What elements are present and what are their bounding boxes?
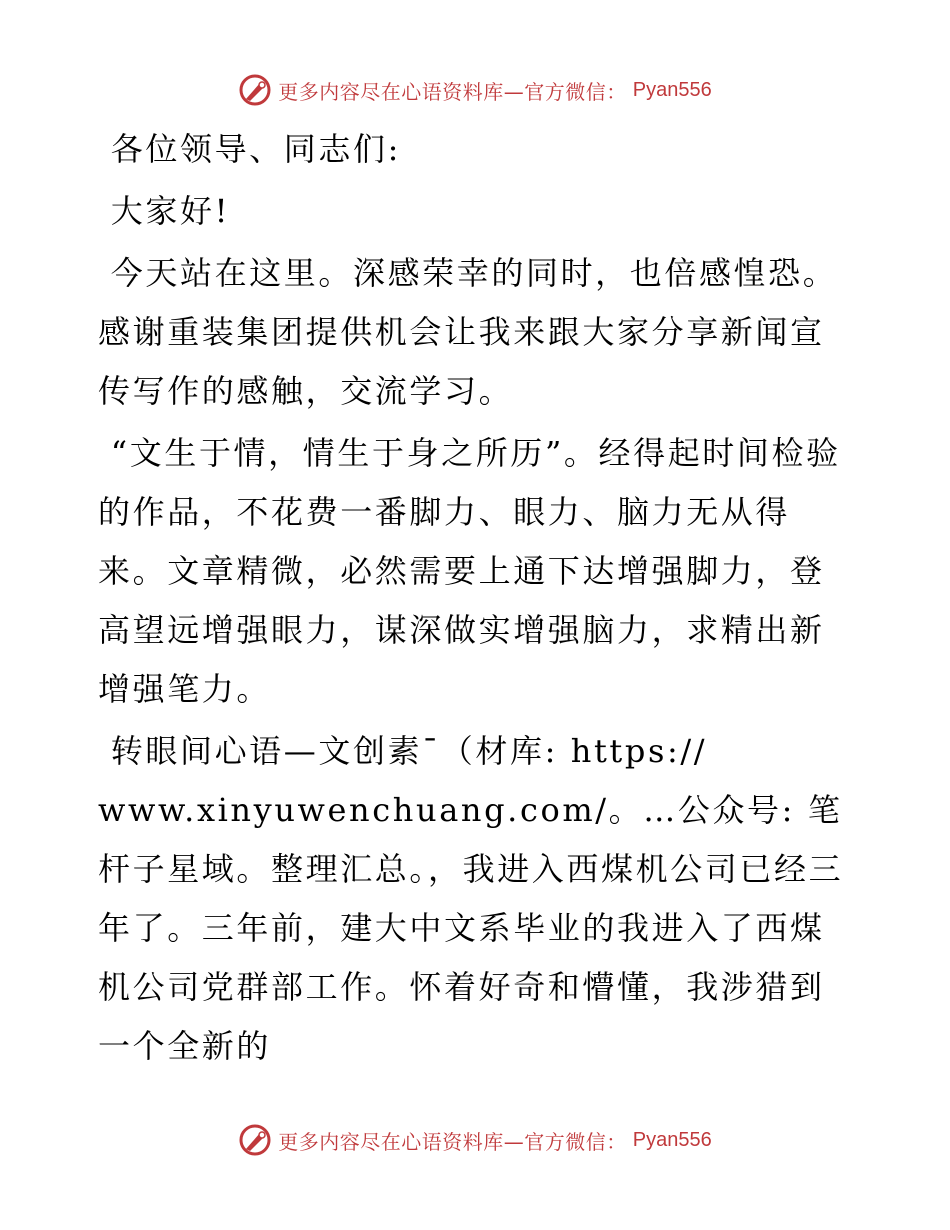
footer-banner-text: 更多内容尽在心语资料库—官方微信： [278,1129,627,1154]
footer-banner-handle: Pyan556 [632,1128,712,1151]
paragraph-opening: 今天站在这里。深感荣幸的同时，也倍感惶恐。感谢重装集团提供机会让我来跟大家分享新闻宣传写作的感触，交流学习。 [98,254,838,410]
pen-logo-icon [238,73,272,107]
header-banner-handle: Pyan556 [632,78,712,101]
header-banner [0,70,950,110]
footer-banner [0,1120,950,1160]
greeting: 大家好! [98,192,231,230]
paragraph-quote: “文生于情，情生于身之所历”。经得起时间检验的作品，不花费一番脚力、眼力、脑力无从得来。文章精微，必然需要上通下达增强脚力，登高望远增强眼力，谋深做实增强脑力，求精出新增强笔力。 [98,434,841,708]
pen-logo-icon [238,1123,272,1157]
salutation: 各位领导、同志们: [98,130,401,168]
document-body [98,120,850,1076]
paragraph-experience: 转眼间心语—文创素¯（材库: https:// www.xinyuwenchuang.com/。…公众号: 笔杆子星域。整理汇总。，我进入西煤机公司已经三年了。三年前，建大中文系毕业的我进入了西煤机公司党群部工作。怀着好奇和懵懂，我涉猎到一个全新的 [98,732,844,1065]
header-banner-text: 更多内容尽在心语资料库—官方微信： [278,79,627,104]
